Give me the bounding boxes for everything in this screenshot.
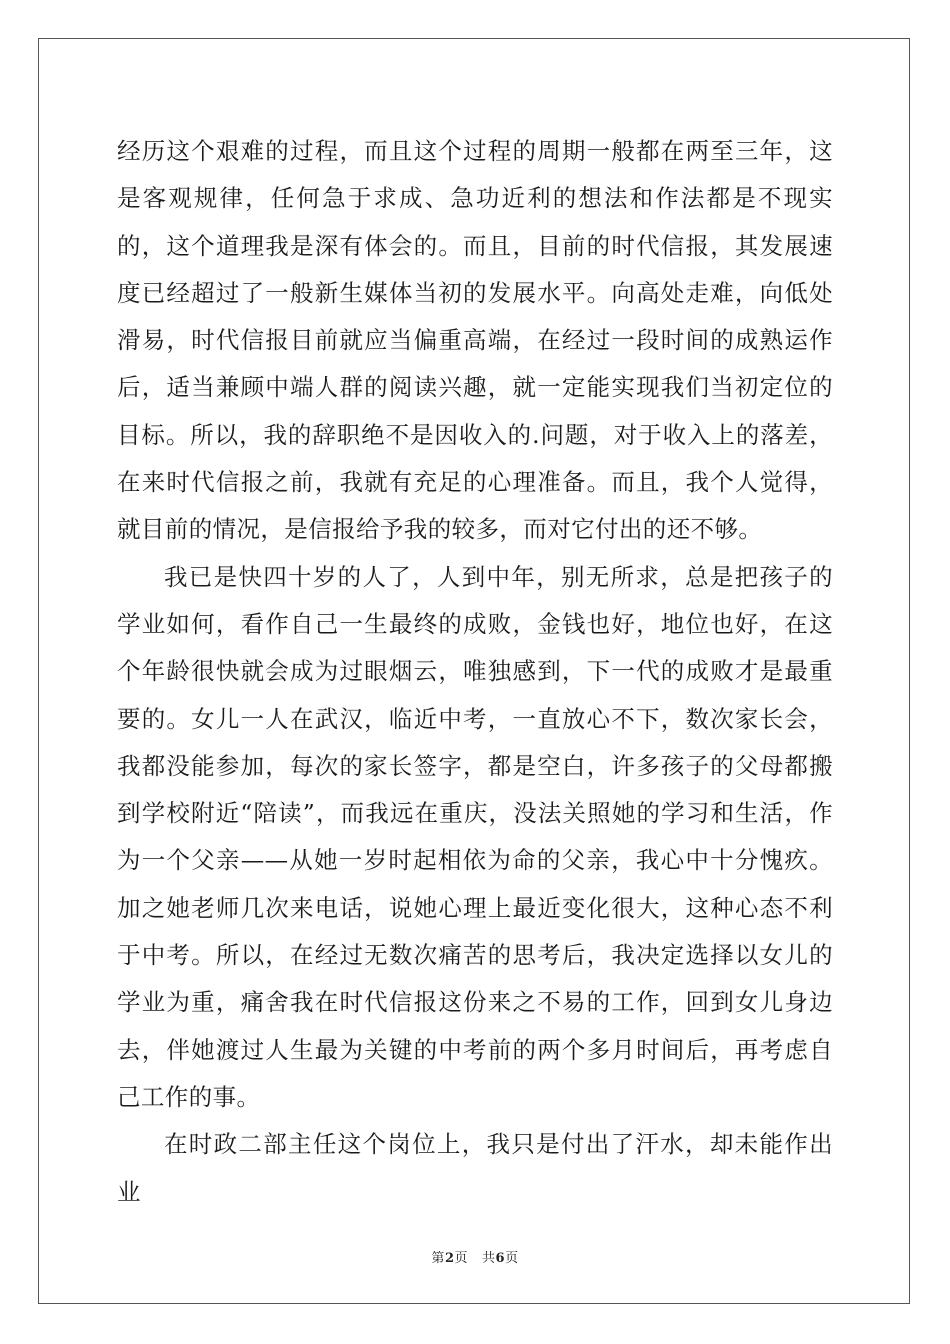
paragraph-3: 在时政二部主任这个岗位上，我只是付出了汗水，却未能作出业 bbox=[117, 1130, 833, 1206]
footer-page-number: 2 bbox=[444, 1251, 455, 1266]
footer-page-unit: 页 bbox=[454, 1251, 468, 1266]
page-footer bbox=[0, 1247, 950, 1266]
footer-total-pages: 6 bbox=[495, 1251, 506, 1266]
document-body bbox=[117, 128, 833, 1216]
paragraph-1: 经历这个艰难的过程，而且这个过程的周期一般都在两至三年，这是客观规律，任何急于求成、急功近利的想法和作法都是不现实的，这个道理我是深有体会的。而且，目前的时代信报，其发展速度已经超过了一般新生媒体当初的发展水平。向高处走难，向低处滑易，时代信报目前就应当偏重高端，在经过一段时间的成熟运作后，适当兼顾中端人群的阅读兴趣，就一定能实现我们当初定位的目标。所以，我的辞职绝不是因收入的.问题，对于收入上的落差，在来时代信报之前，我就有充足的心理准备。而且，我个人觉得，就目前的情况，是信报给予我的较多，而对它付出的还不够。 bbox=[117, 137, 833, 544]
paragraph-2: 我已是快四十岁的人了，人到中年，别无所求，总是把孩子的学业如何，看作自己一生最终的成败，金钱也好，地位也好，在这个年龄很快就会成为过眼烟云，唯独感到，下一代的成败才是最重要的。女儿一人在武汉，临近中考，一直放心不下，数次家长会，我都没能参加，每次的家长签字，都是空白，许多孩子的父母都搬到学校附近“陪读”，而我远在重庆，没法关照她的学习和生活，作为一个父亲——从她一岁时起相依为命的父亲，我心中十分愧疚。加之她老师几次来电话，说她心理上最近变化很大，这种心态不利于中考。所以，在经过无数次痛苦的思考后，我决定选择以女儿的学业为重，痛舍我在时代信报这份来之不易的工作，回到女儿身边去，伴她渡过人生最为关键的中考前的两个多月时间后，再考虑自己工作的事。 bbox=[117, 562, 833, 1111]
footer-page-prefix: 第 bbox=[431, 1251, 445, 1266]
footer-total-unit: 页 bbox=[505, 1251, 519, 1266]
footer-total-prefix: 共 bbox=[482, 1251, 496, 1266]
